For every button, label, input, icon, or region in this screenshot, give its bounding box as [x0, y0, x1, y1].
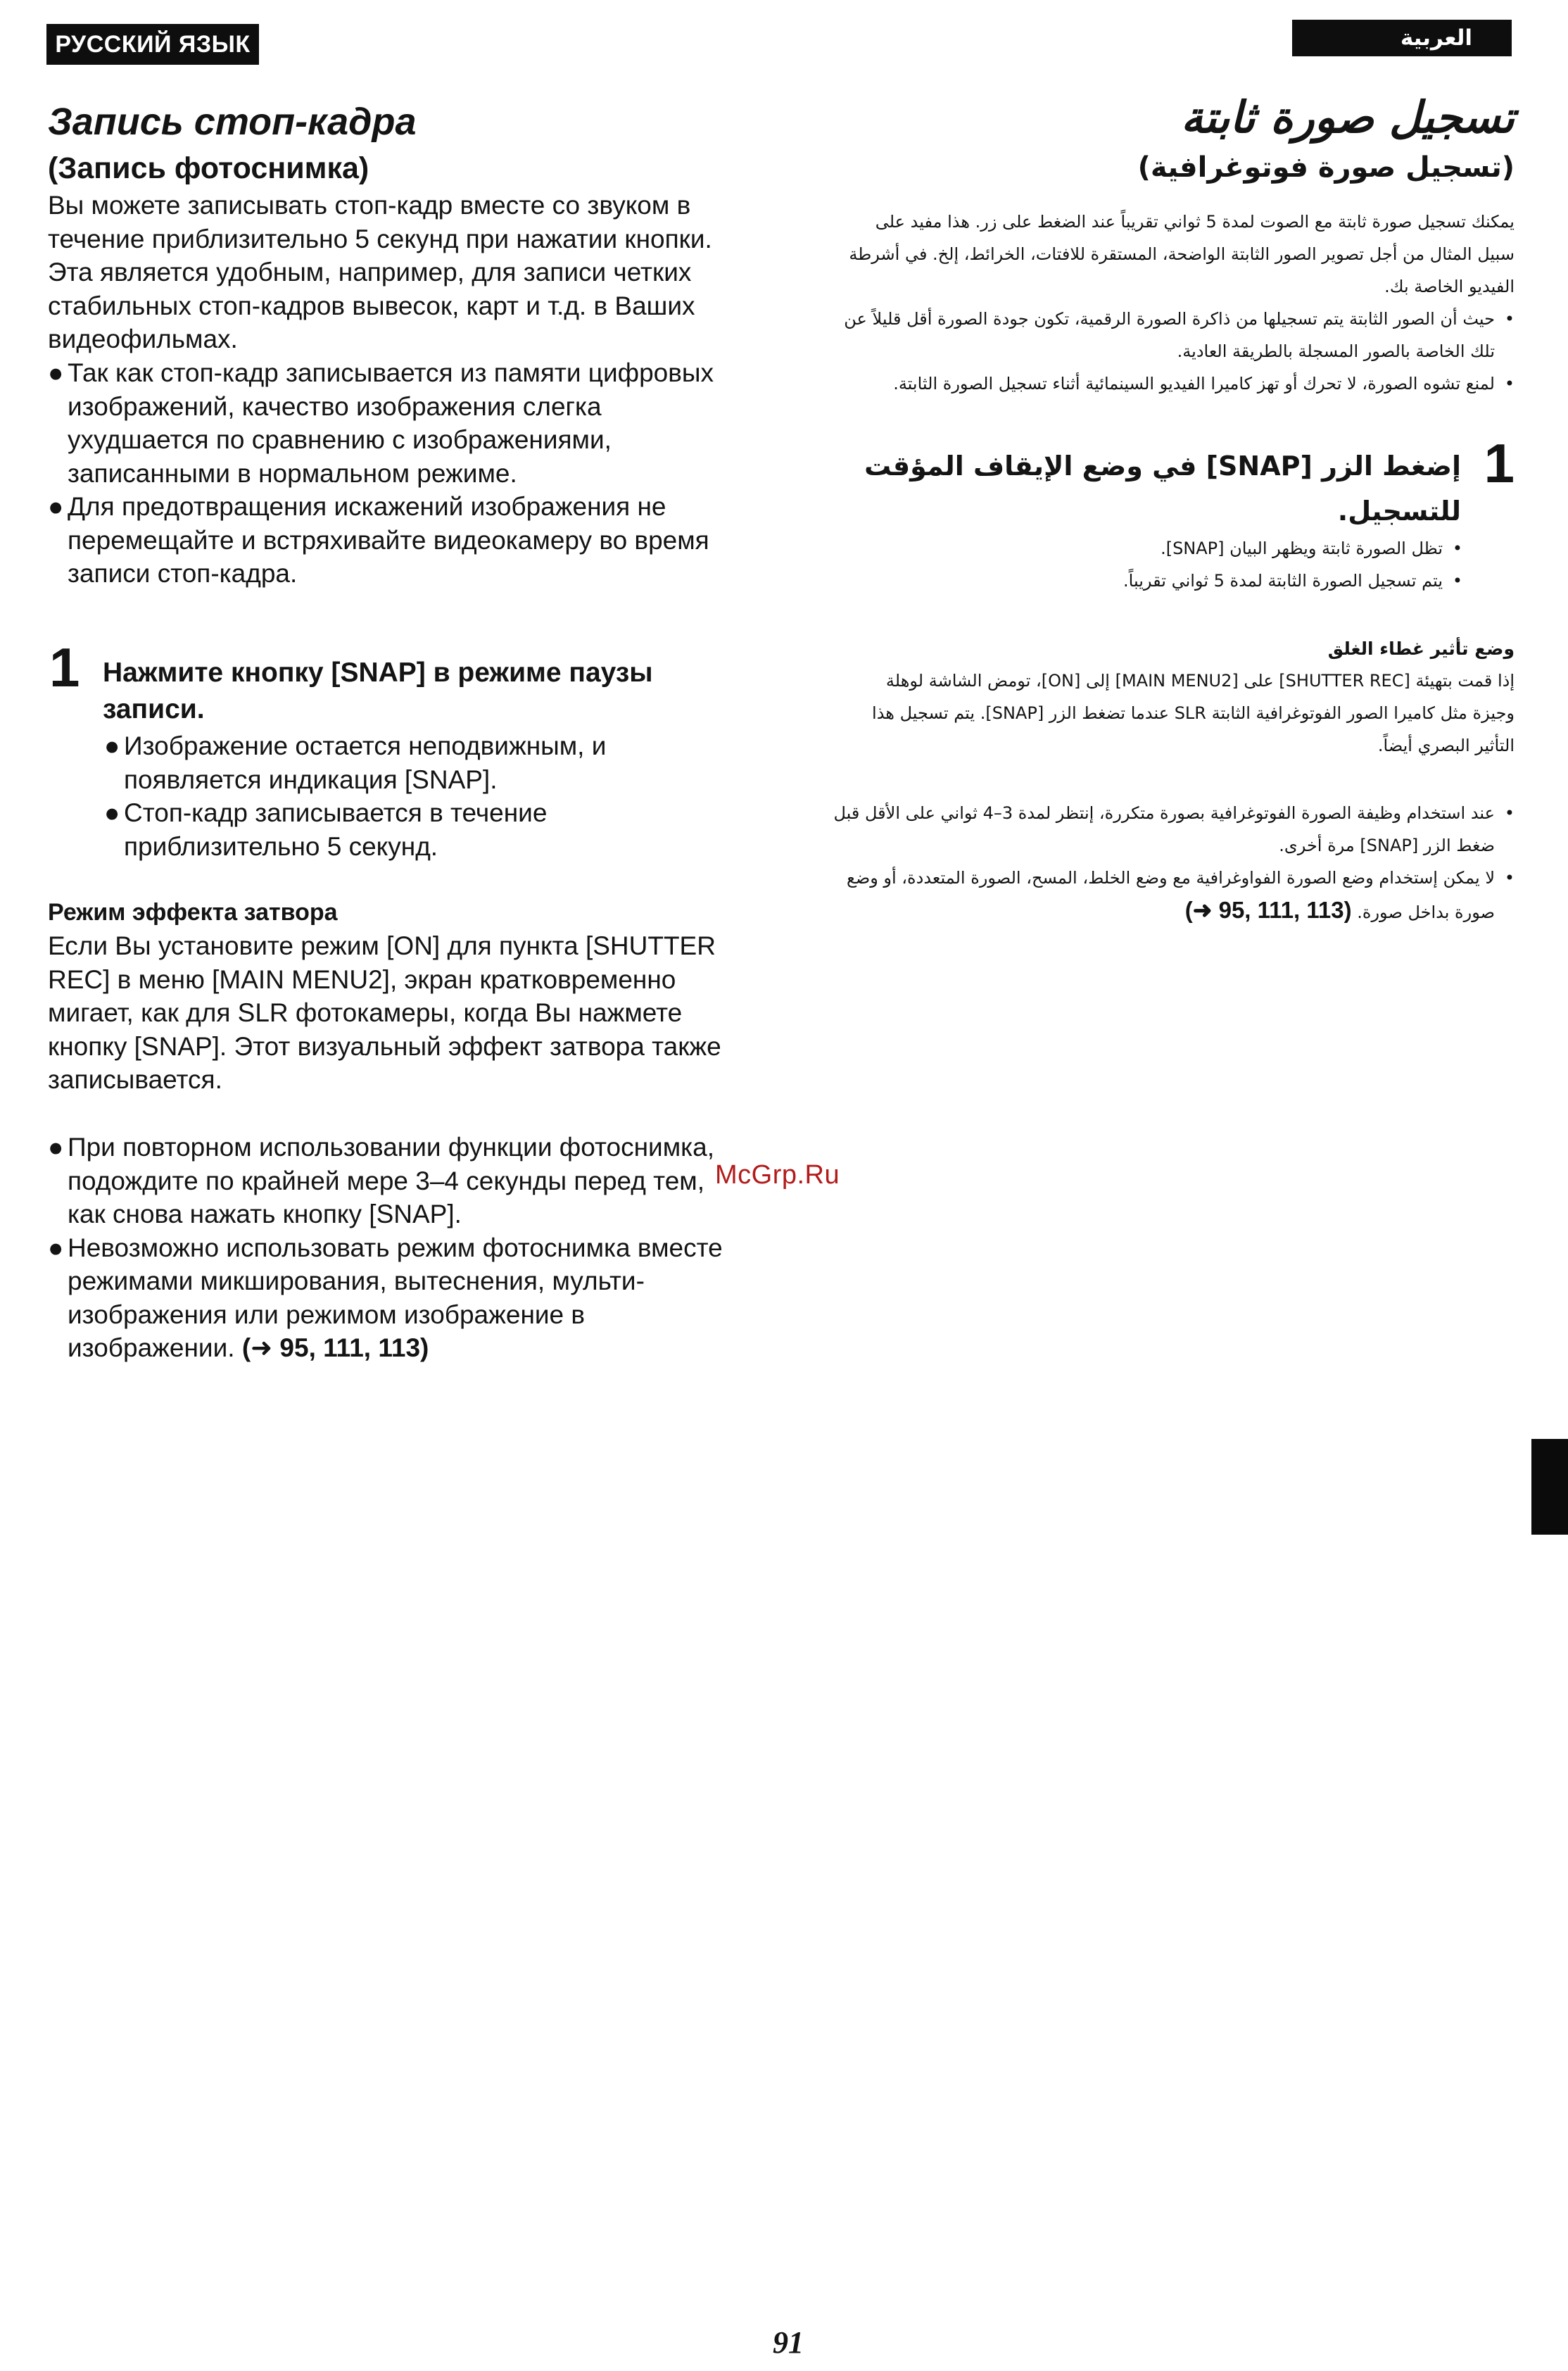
ru-bullet-text: Для предотвращения искажений изображения не перемещайте и встряхивайте видеокамеру во время записи стоп-кадра. [68, 492, 709, 588]
ar-note-text: لا يمكن إستخدام وضع الصورة الفواوغرافية مع وضع الخلط، المسح، الصورة المتعددة، أو وضع صورة بداخل صورة. [847, 868, 1495, 922]
ru-intro-paragraph: Вы можете записывать стоп-кадр вместе со звуком в течение приблизительно 5 секунд при нажатии кнопки. Эта является удобным, например, для записи четких стабильных стоп-кадров вывесок, карт и т.д. в Ваших видеофильмах. [48, 191, 712, 353]
ar-step-bullet-text: تظل الصورة ثابتة ويظهر البيان [SNAP]. [1161, 539, 1443, 558]
ru-shutter-mode-heading: Режим эффекта затвора [48, 899, 338, 926]
ar-step-heading: إضغط الزر [SNAP] في وضع الإيقاف المؤقت للتسجيل. [864, 451, 1461, 527]
ar-step-bullet-list [843, 532, 1462, 597]
list-item: ● При повторном использовании функции фотоснимка, подождите по крайней мере 3–4 секунды перед тем, как снова нажать кнопку [SNAP]. [48, 1133, 714, 1228]
ru-step-bullet-list [104, 729, 731, 863]
list-item: • لا يمكن إستخدام وضع الصورة الفواوغرافية مع وضع الخلط، المسح، الصورة المتعددة، أو وضع صورة بداخل صورة. (➜ 95, 111, 113) [847, 868, 1515, 923]
page-number: 91 [773, 2325, 804, 2360]
ru-bullet-text: Так как стоп-кадр записывается из памяти цифровых изображений, качество изображения слегка ухудшается по сравнению с изображениями, записанными в нормальном режиме. [68, 358, 714, 488]
ar-shutter-mode-text: إذا قمت بتهيئة [SHUTTER REC] على [MAIN MENU2] إلى [ON]، تومض الشاشة لوهلة وجيزة مثل كاميرا الصور الفوتوغرافية الثابتة SLR عندما تضغط الزر [SNAP]. يتم تسجيل هذا التأثير البصري أيضاً. [872, 671, 1515, 755]
ru-note-text: При повторном использовании функции фотоснимка, подождите по крайней мере 3–4 секунды перед тем, как снова нажать кнопку [SNAP]. [68, 1133, 714, 1228]
ru-step-bullet-text: Стоп-кадр записывается в течение приблизительно 5 секунд. [124, 798, 548, 861]
ru-step-number: 1 [49, 636, 80, 698]
ru-section-title: Запись стоп-кадра [48, 101, 417, 143]
ar-notes-list [825, 797, 1515, 929]
edge-index-tab [1531, 1439, 1568, 1535]
ar-step-bullet-text: يتم تسجيل الصورة الثابتة لمدة 5 ثواني تقريباً. [1123, 571, 1443, 591]
list-item: ● Изображение остается неподвижным, и появляется индикация [SNAP]. [104, 731, 607, 794]
ar-section-subtitle: (تسجيل صورة فوتوغرافية) [1137, 151, 1515, 184]
ar-note-text: عند استخدام وظيفة الصورة الفوتوغرافية بصورة متكررة، إنتظر لمدة 3–4 ثواني على الأقل قبل ضغط الزر [SNAP] مرة أخرى. [833, 803, 1495, 855]
ar-page-reference: (➜ 95, 111, 113) [1184, 897, 1352, 923]
ar-step-number: 1 [1484, 432, 1515, 494]
ru-shutter-mode-text: Если Вы установите режим [ON] для пункта [SHUTTER REC] в меню [MAIN MENU2], экран кратковременно мигает, как для SLR фотокамеры, когда Вы нажмете кнопку [SNAP]. Этот визуальный эффект затвора также записывается. [48, 931, 721, 1094]
ru-notes-list [48, 1131, 723, 1365]
ar-section-title: تسجيل صورة ثابتة [1181, 92, 1515, 143]
watermark: McGrp.Ru [715, 1160, 840, 1190]
ar-bullet-text: حيث أن الصور الثابتة يتم تسجيلها من ذاكرة الصورة الرقمية، تكون جودة الصورة أقل قليلاً عن تلك الخاصة بالصور المسجلة بالطريقة العادية. [844, 309, 1495, 361]
list-item: • حيث أن الصور الثابتة يتم تسجيلها من ذاكرة الصورة الرقمية، تكون جودة الصورة أقل قليلاً عن تلك الخاصة بالصور المسجلة بالطريقة العادية. [844, 309, 1515, 361]
list-item: ● Стоп-кадр записывается в течение приблизительно 5 секунд. [104, 798, 548, 861]
ar-bullet-list [839, 303, 1515, 400]
ar-intro-paragraph: يمكنك تسجيل صورة ثابتة مع الصوت لمدة 5 ثواني تقريباً عند الضغط على زر. هذا مفيد على سبيل المثال من أجل تصوير الصور الثابتة الواضحة، المستقرة للافتات، الخرائط، إلخ. في أشرطة الفيديو الخاصة بك. [849, 212, 1515, 296]
ru-step-heading: Нажмите кнопку [SNAP] в режиме паузы записи. [103, 658, 653, 724]
ar-shutter-mode-heading: وضع تأثير غطاء الغلق [1327, 639, 1515, 659]
list-item: • يتم تسجيل الصورة الثابتة لمدة 5 ثواني تقريباً. [1123, 571, 1462, 591]
ru-page-reference: (➜ 95, 111, 113) [241, 1333, 429, 1362]
ru-step-bullet-text: Изображение остается неподвижным, и появляется индикация [SNAP]. [124, 731, 607, 794]
list-item: ● Невозможно использовать режим фотоснимка вместе режимами микширования, вытеснения, мульти-изображения или режимом изображение в изображении. (➜ 95, 111, 113) [48, 1233, 723, 1362]
ar-bullet-text: لمنع تشوه الصورة، لا تحرك أو تهز كاميرا الفيديو السينمائية أثناء تسجيل الصورة الثابتة. [893, 374, 1495, 394]
ru-note-text: Невозможно использовать режим фотоснимка вместе режимами микширования, вытеснения, мульти-изображения или режимом изображение в изображении. [68, 1233, 723, 1362]
language-label-russian: РУССКИЙ ЯЗЫК [46, 24, 259, 65]
list-item: • لمنع تشوه الصورة، لا تحرك أو تهز كاميرا الفيديو السينمائية أثناء تسجيل الصورة الثابتة. [893, 374, 1515, 394]
ru-section-subtitle: (Запись фотоснимка) [48, 151, 369, 185]
list-item: • تظل الصورة ثابتة ويظهر البيان [SNAP]. [1161, 539, 1462, 558]
list-item: • عند استخدام وظيفة الصورة الفوتوغرافية بصورة متكررة، إنتظر لمدة 3–4 ثواني على الأقل قبل ضغط الزر [SNAP] مرة أخرى. [833, 803, 1515, 855]
list-item: ● Так как стоп-кадр записывается из памяти цифровых изображений, качество изображения слегка ухудшается по сравнению с изображениями, записанными в нормальном режиме. [48, 358, 714, 488]
ru-bullet-list [48, 356, 723, 591]
list-item: ● Для предотвращения искажений изображения не перемещайте и встряхивайте видеокамеру во время записи стоп-кадра. [48, 492, 709, 588]
language-label-arabic: العربية [1292, 20, 1512, 56]
